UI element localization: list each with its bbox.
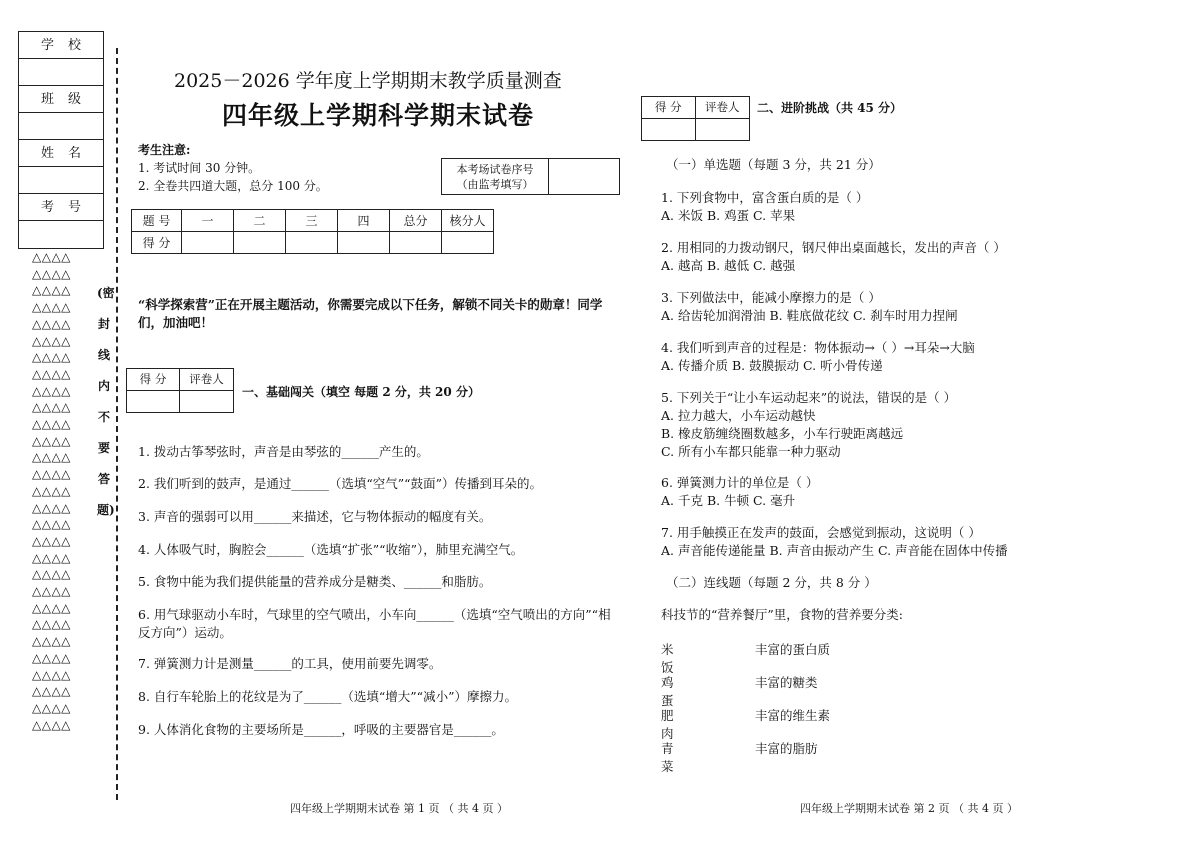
mc-question-7 xyxy=(661,524,1008,560)
triangle-row: △△△△ xyxy=(32,533,71,548)
exam-title: 四年级上学期科学期末试卷 xyxy=(222,101,535,130)
intro-text: “科学探索营”正在开展主题活动，你需要完成以下任务，解锁不同关卡的勋章！同学们，加油吧！ xyxy=(138,297,603,330)
triangle-row: △△△△ xyxy=(32,684,71,699)
student-info-box xyxy=(18,31,104,249)
triangle-row: △△△△ xyxy=(32,300,71,315)
footer-page-2: 四年级上学期期末试卷 第 2 页 （ 共 4 页 ） xyxy=(800,802,1018,815)
grader-reviewer-label: 评卷人 xyxy=(180,369,233,391)
mc-stem: 7. 用手触摸正在发声的鼓面，会感觉到振动，这说明（ ） xyxy=(661,525,981,540)
mc-question-5 xyxy=(661,389,956,461)
score-head-cell: 核分人 xyxy=(442,210,494,232)
grader-reviewer-field[interactable] xyxy=(180,391,233,413)
seal-line-notice xyxy=(97,278,115,526)
mc-stem: 4. 我们听到声音的过程是：物体振动→（ ）→耳朵→大脑 xyxy=(661,340,975,355)
triangle-row: △△△△ xyxy=(32,634,71,649)
mc-stem: 5. 下列关于“让小车运动起来”的说法，错误的是（ ） xyxy=(661,390,957,405)
triangle-row: △△△△ xyxy=(32,550,71,565)
exam-subtitle: 2025－2026 学年度上学期期末教学质量测查 xyxy=(174,70,562,92)
mc-options[interactable]: A. 拉力越大，小车运动越快 xyxy=(661,408,816,423)
match-left-item[interactable]: 米饭 xyxy=(661,642,674,675)
grader-box-section2 xyxy=(641,96,750,141)
triangle-row: △△△△ xyxy=(32,350,71,365)
serial-label xyxy=(442,159,549,194)
triangle-row: △△△△ xyxy=(32,584,71,599)
match-left-item[interactable]: 肥肉 xyxy=(661,708,674,741)
fill-question: 1. 拨动古筝琴弦时，声音是由琴弦的______产生的。 xyxy=(138,444,429,459)
score-head-cell: 三 xyxy=(286,210,338,232)
score-cell[interactable] xyxy=(338,232,390,254)
fill-question: 5. 食物中能为我们提供能量的营养成分是糖类、______和脂肪。 xyxy=(138,574,492,589)
part2-title: （二）连线题（每题 2 分，共 8 分 ） xyxy=(666,575,877,590)
score-head-cell: 一 xyxy=(182,210,234,232)
score-table xyxy=(131,209,494,254)
grader-score-label: 得 分 xyxy=(127,369,180,391)
part1-title: （一）单选题（每题 3 分，共 21 分） xyxy=(666,157,881,172)
grader-reviewer-label: 评卷人 xyxy=(696,97,750,119)
info-label-id: 考号 xyxy=(19,194,103,221)
serial-label-line: （由监考填写） xyxy=(456,178,534,191)
triangle-row: △△△△ xyxy=(32,650,71,665)
score-cell[interactable] xyxy=(442,232,494,254)
seal-dashed-line xyxy=(116,48,118,800)
match-intro: 科技节的“营养餐厅”里，食物的营养要分类: xyxy=(661,607,903,622)
mc-stem: 2. 用相同的力拨动钢尺，钢尺伸出桌面越长，发出的声音（ ） xyxy=(661,240,1006,255)
match-right-item[interactable]: 丰富的维生素 xyxy=(755,708,831,723)
grader-score-field[interactable] xyxy=(127,391,180,413)
seal-char: 线 xyxy=(97,348,110,362)
mc-question-6 xyxy=(661,474,818,510)
triangle-row: △△△△ xyxy=(32,266,71,281)
mc-stem: 3. 下列做法中，能减小摩擦力的是（ ） xyxy=(661,290,881,305)
grader-score-label: 得 分 xyxy=(642,97,696,119)
seal-char: 不 xyxy=(97,410,110,424)
mc-options[interactable]: A. 米饭 B. 鸡蛋 C. 苹果 xyxy=(661,208,796,223)
mc-question-1 xyxy=(661,189,868,225)
score-row-label: 得 分 xyxy=(132,232,182,254)
score-table-head xyxy=(132,210,494,232)
triangle-row: △△△△ xyxy=(32,316,71,331)
score-head-cell: 二 xyxy=(234,210,286,232)
triangle-row: △△△△ xyxy=(32,600,71,615)
info-label-class: 班级 xyxy=(19,86,103,113)
mc-question-4 xyxy=(661,339,975,375)
fill-question: 2. 我们听到的鼓声，是通过______（选填“空气”“鼓面”）传播到耳朵的。 xyxy=(138,476,542,491)
triangle-row: △△△△ xyxy=(32,667,71,682)
info-field-id[interactable] xyxy=(19,221,103,248)
score-cell[interactable] xyxy=(234,232,286,254)
notice-title: 考生注意: xyxy=(138,143,191,157)
seal-char: 题) xyxy=(97,503,115,517)
info-field-class[interactable] xyxy=(19,113,103,140)
triangle-row: △△△△ xyxy=(32,517,71,532)
info-label-name: 姓名 xyxy=(19,140,103,167)
triangle-row: △△△△ xyxy=(32,717,71,732)
score-cell[interactable] xyxy=(286,232,338,254)
triangle-row: △△△△ xyxy=(32,417,71,432)
triangle-row: △△△△ xyxy=(32,366,71,381)
triangle-row: △△△△ xyxy=(32,333,71,348)
mc-question-2 xyxy=(661,239,1006,275)
score-head-cell: 总分 xyxy=(390,210,442,232)
triangle-border xyxy=(32,249,92,733)
exam-notice xyxy=(138,141,328,195)
triangle-row: △△△△ xyxy=(32,383,71,398)
score-cell[interactable] xyxy=(390,232,442,254)
match-left-item[interactable]: 青菜 xyxy=(661,741,674,774)
serial-number-box xyxy=(441,158,620,195)
match-right-item[interactable]: 丰富的蛋白质 xyxy=(755,642,831,657)
seal-char: (密 xyxy=(97,286,115,300)
triangle-row: △△△△ xyxy=(32,700,71,715)
notice-line: 1. 考试时间 30 分钟。 xyxy=(138,161,261,175)
triangle-row: △△△△ xyxy=(32,433,71,448)
info-field-name[interactable] xyxy=(19,167,103,194)
fill-question: 4. 人体吸气时，胸腔会______（选填“扩张”“收缩”），肺里充满空气。 xyxy=(138,542,524,557)
fill-question: 6. 用气球驱动小车时，气球里的空气喷出，小车向______（选填“空气喷出的方向”“相反方向”）运动。 xyxy=(138,607,611,640)
seal-char: 答 xyxy=(97,472,110,486)
notice-line: 2. 全卷共四道大题，总分 100 分。 xyxy=(138,179,328,193)
mc-options[interactable]: A. 声音能传递能量 B. 声音由振动产生 C. 声音能在固体中传播 xyxy=(661,543,1008,558)
fill-question: 9. 人体消化食物的主要场所是______，呼吸的主要器官是______。 xyxy=(138,722,504,737)
grader-box-section1 xyxy=(126,368,234,413)
triangle-row: △△△△ xyxy=(32,467,71,482)
triangle-row: △△△△ xyxy=(32,283,71,298)
serial-field[interactable] xyxy=(549,159,619,194)
match-right-item[interactable]: 丰富的糖类 xyxy=(755,675,818,690)
mc-options[interactable]: A. 给齿轮加润滑油 B. 鞋底做花纹 C. 刹车时用力捏闸 xyxy=(661,308,958,323)
section2-title: 二、进阶挑战（共 45 分） xyxy=(757,101,903,115)
fill-question: 7. 弹簧测力计是测量______的工具，使用前要先调零。 xyxy=(138,656,442,671)
mc-options[interactable]: A. 越高 B. 越低 C. 越强 xyxy=(661,258,796,273)
footer-page-1: 四年级上学期期末试卷 第 1 页 （ 共 4 页 ） xyxy=(290,802,508,815)
triangle-row: △△△△ xyxy=(32,500,71,515)
triangle-row: △△△△ xyxy=(32,567,71,582)
match-left-item[interactable]: 鸡蛋 xyxy=(661,675,674,708)
triangle-row: △△△△ xyxy=(32,617,71,632)
mc-stem: 1. 下列食物中，富含蛋白质的是（ ） xyxy=(661,190,869,205)
mc-options[interactable]: C. 所有小车都只能靠一种力驱动 xyxy=(661,444,841,459)
mc-stem: 6. 弹簧测力计的单位是（ ） xyxy=(661,475,819,490)
score-cell[interactable] xyxy=(182,232,234,254)
section1-title: 一、基础闯关（填空 每题 2 分，共 20 分） xyxy=(242,385,480,399)
score-head-cell: 题 号 xyxy=(132,210,182,232)
fill-question: 8. 自行车轮胎上的花纹是为了______（选填“增大”“减小”）摩擦力。 xyxy=(138,689,517,704)
grader-reviewer-field[interactable] xyxy=(696,119,750,141)
triangle-row: △△△△ xyxy=(32,450,71,465)
serial-label-line: 本考场试卷序号 xyxy=(456,163,534,176)
fill-question: 3. 声音的强弱可以用______来描述，它与物体振动的幅度有关。 xyxy=(138,509,492,524)
seal-char: 封 xyxy=(97,317,110,331)
match-right-item[interactable]: 丰富的脂肪 xyxy=(755,741,818,756)
info-field-school[interactable] xyxy=(19,59,103,86)
mc-question-3 xyxy=(661,289,958,325)
score-head-cell: 四 xyxy=(338,210,390,232)
triangle-row: △△△△ xyxy=(32,250,71,264)
mc-options[interactable]: A. 传播介质 B. 鼓膜振动 C. 听小骨传递 xyxy=(661,358,883,373)
triangle-row: △△△△ xyxy=(32,400,71,415)
grader-score-field[interactable] xyxy=(642,119,696,141)
mc-options[interactable]: A. 千克 B. 牛顿 C. 毫升 xyxy=(661,493,796,508)
seal-char: 内 xyxy=(97,379,110,393)
mc-options[interactable]: B. 橡皮筋缠绕圈数越多，小车行驶距离越远 xyxy=(661,426,904,441)
score-table-row xyxy=(132,232,494,254)
info-label-school: 学校 xyxy=(19,32,103,59)
seal-char: 要 xyxy=(97,441,110,455)
triangle-row: △△△△ xyxy=(32,483,71,498)
